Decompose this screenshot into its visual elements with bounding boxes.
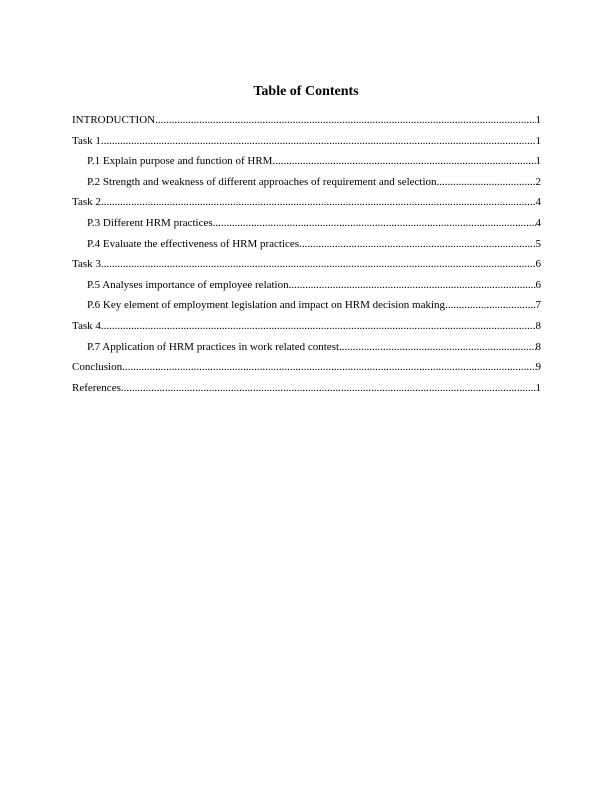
toc-entry-label: Task 4	[72, 319, 101, 332]
toc-entry-task-2[interactable]	[72, 195, 541, 216]
toc-leader-dots	[213, 216, 536, 230]
toc-entry-label: Task 1	[72, 134, 101, 147]
toc-entry-page-number: 6	[535, 258, 541, 271]
toc-entry-page-number: 9	[535, 361, 541, 374]
toc-entry-task-4[interactable]	[72, 319, 541, 340]
toc-entry-p2[interactable]	[72, 175, 541, 196]
toc-entry-page-number: 1	[535, 381, 541, 394]
toc-entry-p5[interactable]	[72, 278, 541, 299]
toc-entry-label: P.6 Key element of employment legislation and impact on HRM decision making	[87, 299, 446, 312]
toc-leader-dots	[289, 278, 536, 292]
toc-entry-conclusion[interactable]	[72, 360, 541, 381]
toc-leader-dots	[101, 195, 536, 209]
toc-leader-dots	[299, 237, 535, 251]
toc-entry-label: P.2 Strength and weakness of different approaches of requirement and selection	[87, 175, 437, 188]
toc-entry-page-number: 1	[535, 114, 541, 126]
toc-entry-p1[interactable]	[72, 154, 541, 175]
toc-entry-task-3[interactable]	[72, 257, 541, 278]
toc-entry-page-number: 4	[535, 216, 541, 229]
toc-leader-dots	[122, 360, 535, 374]
toc-entry-page-number: 7	[535, 299, 541, 312]
toc-leader-dots	[155, 113, 535, 127]
toc-entry-p3[interactable]	[72, 216, 541, 237]
toc-leader-dots	[101, 257, 536, 271]
toc-entry-page-number: 8	[535, 340, 541, 353]
toc-entry-label: P.7 Application of HRM practices in work related contest	[87, 340, 340, 353]
toc-entry-page-number: 4	[535, 196, 541, 209]
toc-entry-label: P.1 Explain purpose and function of HRM	[87, 155, 273, 168]
toc-list	[72, 113, 541, 401]
toc-entry-p7[interactable]	[72, 340, 541, 361]
toc-entry-label: P.4 Evaluate the effectiveness of HRM practices	[87, 237, 300, 250]
toc-entry-page-number: 5	[535, 237, 541, 250]
toc-entry-task-1[interactable]	[72, 134, 541, 155]
toc-entry-introduction[interactable]	[72, 113, 541, 134]
toc-entry-label: Conclusion	[72, 361, 123, 374]
toc-entry-label: INTRODUCTION	[72, 114, 156, 126]
toc-leader-dots	[339, 340, 535, 354]
toc-leader-dots	[101, 134, 536, 148]
toc-entry-page-number: 1	[535, 155, 541, 168]
toc-entry-label: Task 3	[72, 258, 101, 271]
toc-leader-dots	[121, 381, 536, 395]
toc-leader-dots	[272, 154, 535, 168]
toc-entry-p6[interactable]	[72, 298, 541, 319]
toc-entry-page-number: 1	[535, 134, 541, 147]
toc-entry-label: References	[72, 381, 121, 394]
toc-entry-page-number: 2	[535, 175, 541, 188]
toc-entry-references[interactable]	[72, 381, 541, 402]
toc-title: Table of Contents	[253, 84, 359, 99]
toc-entry-label: Task 2	[72, 196, 101, 209]
toc-entry-page-number: 8	[535, 319, 541, 332]
toc-entry-page-number: 6	[535, 278, 541, 291]
toc-leader-dots	[101, 319, 536, 333]
toc-entry-p4[interactable]	[72, 237, 541, 258]
toc-leader-dots	[437, 175, 536, 189]
toc-entry-label: P.5 Analyses importance of employee relation	[87, 278, 289, 291]
toc-leader-dots	[445, 298, 535, 312]
toc-entry-label: P.3 Different HRM practices	[87, 216, 213, 229]
